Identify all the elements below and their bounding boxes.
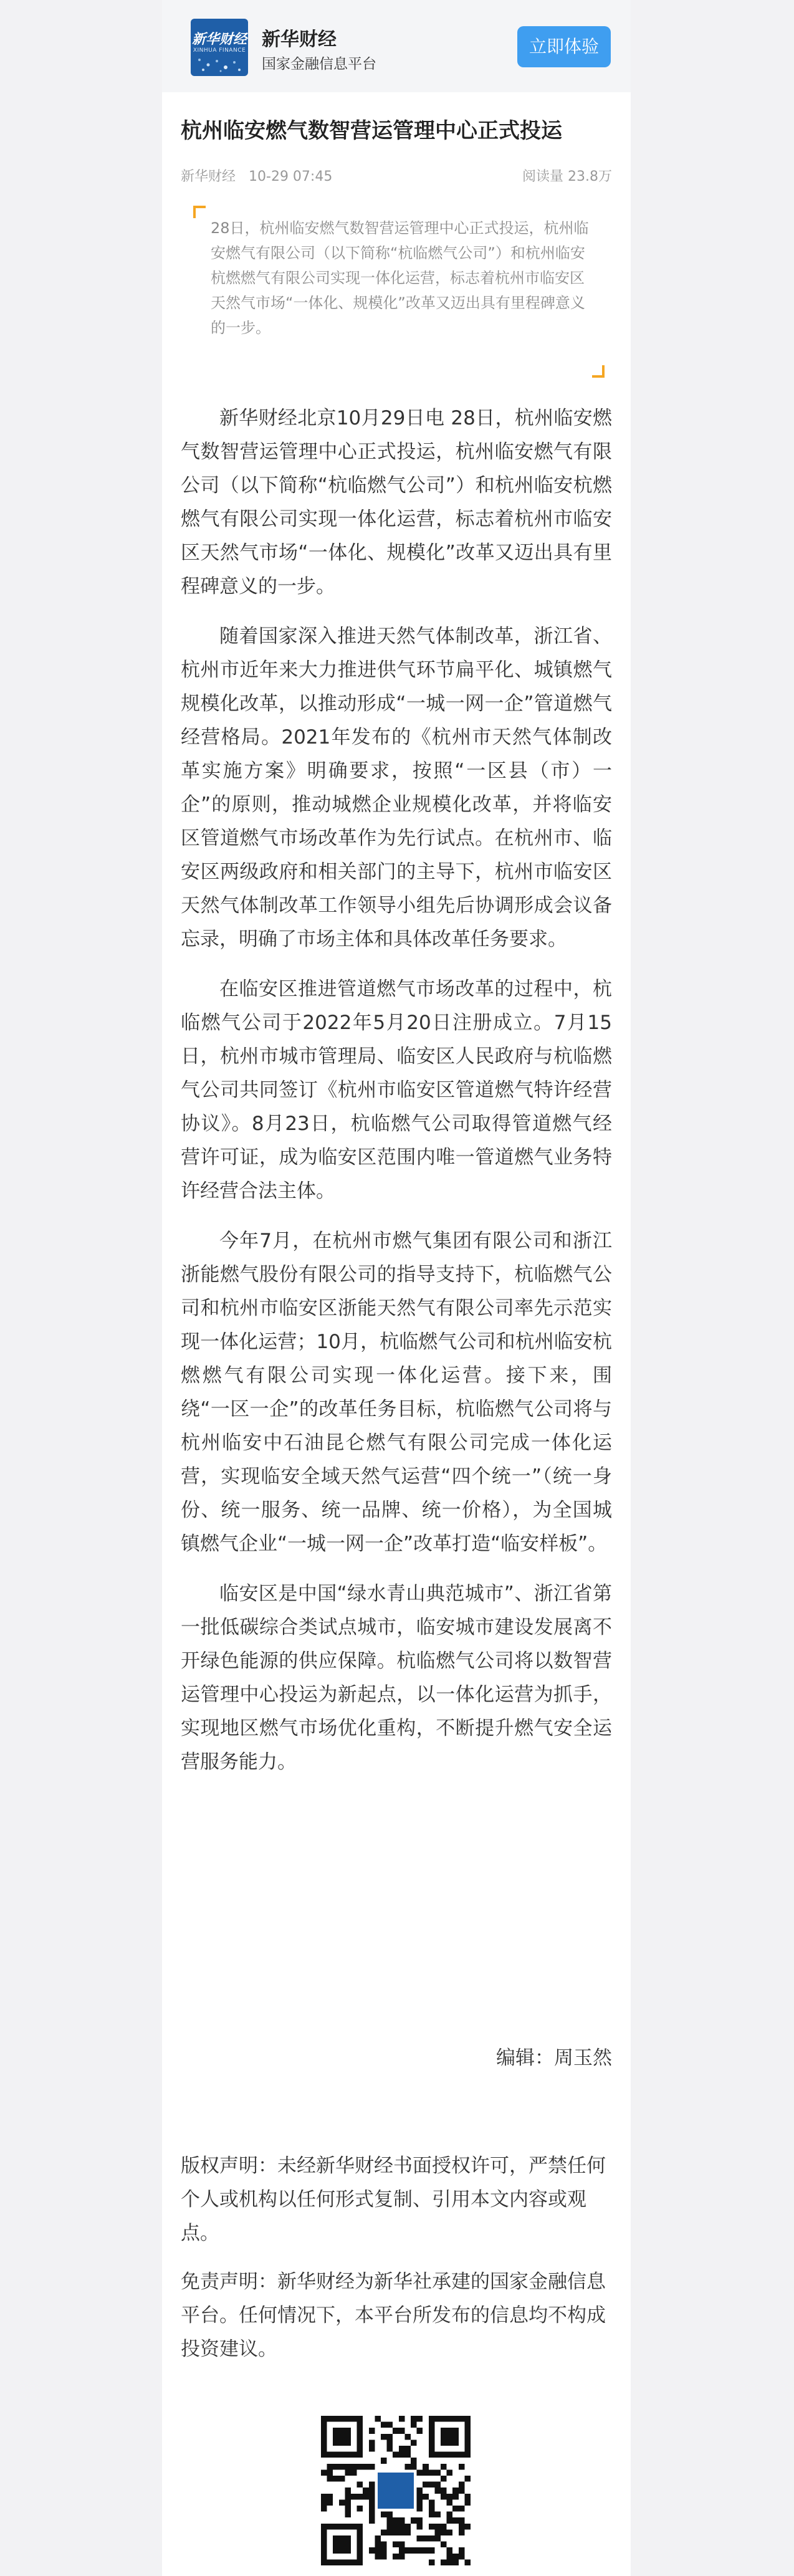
article-paragraph: 随着国家深入推进天然气体制改革，浙江省、杭州市近年来大力推进供气环节扁平化、城镇燃气规模化改革，以推动形成“一城一网一企”管道燃气经营格局。2021年发布的《杭州市天然气体制改革实施方案》明确要求，按照“一区县（市）一企”的原则，推动城燃企业规模化改革，并将临安区管道燃气市场改革作为先行试点。在杭州市、临安区两级政府和相关部门的主导下，杭州市临安区天然气体制改革工作领导小组先后协调形成会议备忘录，明确了市场主体和具体改革任务要求。	[181, 625, 612, 950]
qr-code-icon	[321, 2416, 471, 2565]
read-count: 阅读量 23.8万	[522, 169, 612, 184]
logo-text: 新华财经	[191, 31, 247, 47]
brand-name: 新华财经	[262, 29, 337, 50]
summary-text: 28日，杭州临安燃气数智营运管理中心正式投运，杭州临安燃气有限公司（以下简称“杭临燃气公司”）和杭州临安杭燃燃气有限公司实现一体化运营，标志着杭州市临安区天然气市场“一体化、规模化”改革又迈出具有里程碑意义的一步。	[211, 219, 589, 337]
legal-notices	[181, 2149, 612, 2381]
article-title: 杭州临安燃气数智营运管理中心正式投运	[181, 118, 562, 143]
article-paragraph: 在临安区推进管道燃气市场改革的过程中，杭临燃气公司于2022年5月20日注册成立。7月15日，杭州市城市管理局、临安区人民政府与杭临燃气公司共同签订《杭州市临安区管道燃气特许经营协议》。8月23日，杭临燃气公司取得管道燃气经营许可证，成为临安区范围内唯一管道燃气业务特许经营合法主体。	[181, 978, 612, 1202]
xinhua-finance-logo	[191, 19, 248, 76]
article-summary	[193, 206, 605, 378]
try-now-button[interactable]: 立即体验	[517, 26, 611, 67]
article-body	[181, 401, 612, 1795]
article-meta	[181, 166, 341, 185]
logo-dots-icon	[196, 56, 243, 74]
article-paragraph: 临安区是中国“绿水青山典范城市”、浙江省第一批低碳综合类试点城市，临安城市建设发展离不开绿色能源的供应保障。杭临燃气公司将以数智营运管理中心投运为新起点，以一体化运营为抓手，实现地区燃气市场优化重构，不断提升燃气安全运营服务能力。	[181, 1582, 612, 1773]
article-paragraph: 今年7月，在杭州市燃气集团有限公司和浙江浙能燃气股份有限公司的指导支持下，杭临燃气公司和杭州市临安区浙能天然气有限公司率先示范实现一体化运营；10月，杭临燃气公司和杭州临安杭燃燃气有限公司实现一体化运营。接下来，围绕“一区一企”的改革任务目标，杭临燃气公司将与杭州临安中石油昆仑燃气有限公司完成一体化运营，实现临安全域天然气运营“四个统一”（统一身份、统一服务、统一品牌、统一价格），为全国城镇燃气企业“一城一网一企”改革打造“临安样板”。	[181, 1230, 612, 1555]
copyright-notice: 版权声明：未经新华财经书面授权许可，严禁任何个人或机构以任何形式复制、引用本文内容或观点。	[181, 2155, 606, 2244]
article-page	[162, 0, 631, 2576]
article-source: 新华财经	[181, 169, 236, 184]
logo-en-text: XINHUA FINANCE	[193, 47, 246, 54]
quote-corner-icon	[193, 206, 206, 218]
article-paragraph: 新华财经北京10月29日电 28日，杭州临安燃气数智营运管理中心正式投运，杭州临安燃气有限公司（以下简称“杭临燃气公司”）和杭州临安杭燃燃气有限公司实现一体化运营，标志着杭州市临安区天然气市场“一体化、规模化”改革又迈出具有里程碑意义的一步。	[181, 407, 612, 598]
editor-credit: 编辑：周玉然	[496, 2047, 612, 2069]
brand-subtitle: 国家金融信息平台	[262, 56, 376, 72]
article-time: 10-29 07:45	[249, 169, 333, 184]
disclaimer-notice: 免责声明：新华财经为新华社承建的国家金融信息平台。任何情况下，本平台所发布的信息均不构成投资建议。	[181, 2271, 606, 2360]
app-download-banner	[162, 0, 631, 92]
quote-corner-icon	[592, 365, 605, 378]
